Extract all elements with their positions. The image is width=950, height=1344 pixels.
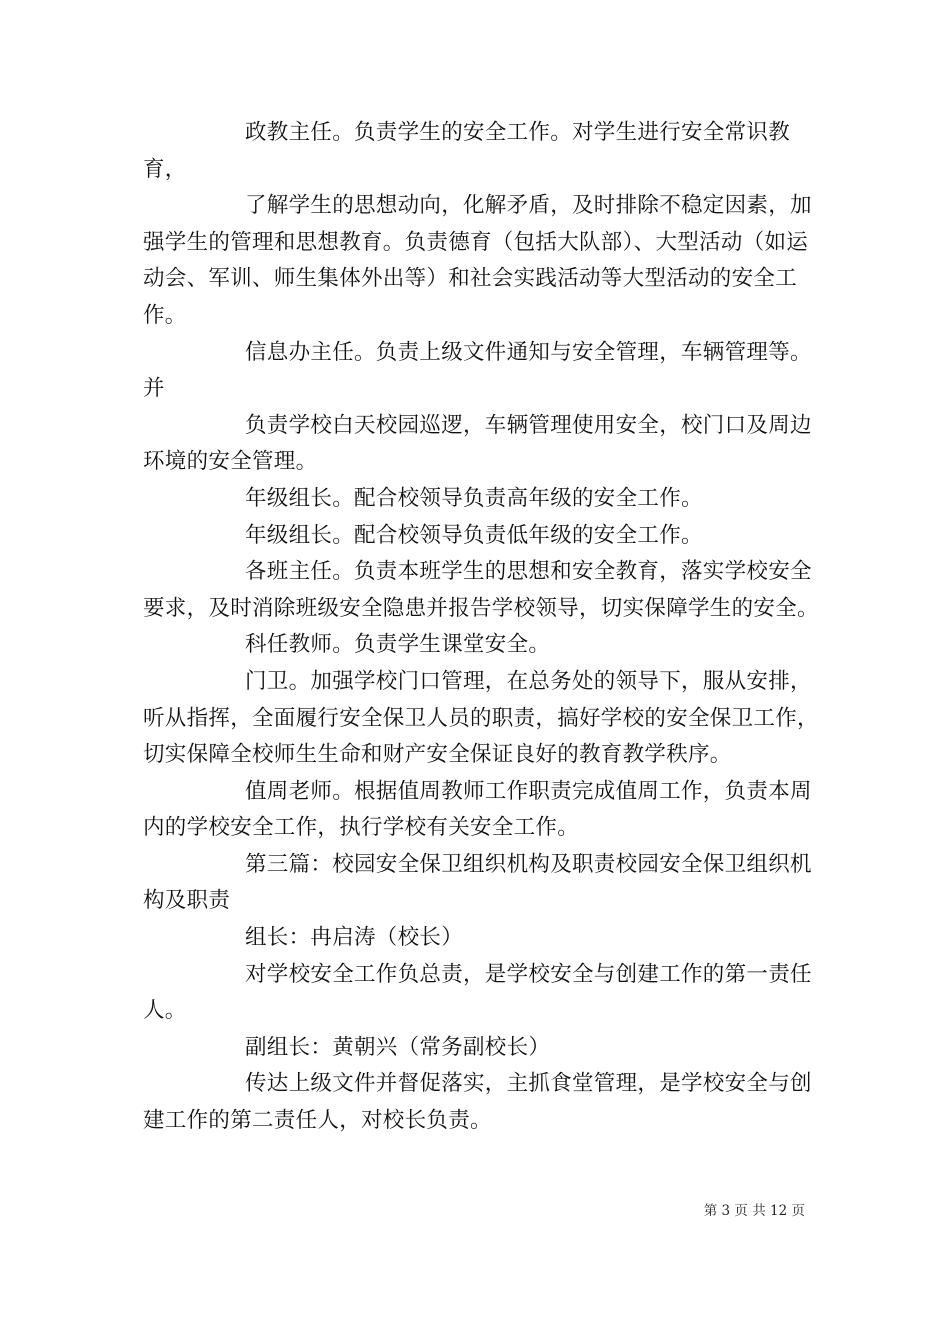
paragraph-subject-teacher: 科任教师。负责学生课堂安全。 [245, 632, 551, 658]
paragraph-campus-patrol: 负责学校白天校园巡逻，车辆管理使用安全，校门口及周边环境的安全管理。 [143, 412, 812, 475]
paragraph-section-title: 第三篇：校园安全保卫组织机构及职责校园安全保卫组织机构及职责 [143, 851, 812, 914]
document-body [143, 115, 823, 1140]
paragraph-deputy-leader-duty: 传达上级文件并督促落实，主抓食堂管理，是学校安全与创建工作的第二责任人，对校长负责。 [143, 1071, 812, 1134]
paragraph-group-leader: 组长：冉启涛（校长） [245, 925, 464, 951]
paragraph-political-director: 政教主任。负责学生的安全工作。对学生进行安全常识教育， [143, 120, 791, 182]
paragraph-info-office-director: 信息办主任。负责上级文件通知与安全管理，车辆管理等。并 [143, 339, 812, 402]
paragraph-deputy-leader: 副组长：黄朝兴（常务副校长） [245, 1034, 551, 1060]
page-number-footer: 第 3 页 共 12 页 [703, 1203, 805, 1219]
paragraph-senior-grade-leader: 年级组长。配合校领导负责高年级的安全工作。 [245, 485, 703, 511]
paragraph-class-teacher: 各班主任。负责本班学生的思想和安全教育，落实学校安全要求，及时消除班级安全隐患并报告学校领导，切实保障学生的安全。 [143, 559, 819, 621]
paragraph-gatekeeper: 门卫。加强学校门口管理，在总务处的领导下，服从安排，听从指挥，全面履行安全保卫人员的职责，搞好学校的安全保卫工作，切实保障全校师生生命和财产安全保证良好的教育教学秩序。 [143, 668, 819, 768]
paragraph-student-management: 了解学生的思想动向，化解矛盾，及时排除不稳定因素，加强学生的管理和思想教育。负责德育（包括大队部）、大型活动（如运动会、军训、师生集体外出等）和社会实践活动等大型活动的安全工作。 [143, 193, 812, 328]
paragraph-duty-teacher: 值周老师。根据值周教师工作职责完成值周工作，负责本周内的学校安全工作，执行学校有关安全工作。 [143, 778, 812, 841]
paragraph-group-leader-duty: 对学校安全工作负总责，是学校安全与创建工作的第一责任人。 [143, 961, 812, 1024]
paragraph-junior-grade-leader: 年级组长。配合校领导负责低年级的安全工作。 [245, 522, 703, 548]
